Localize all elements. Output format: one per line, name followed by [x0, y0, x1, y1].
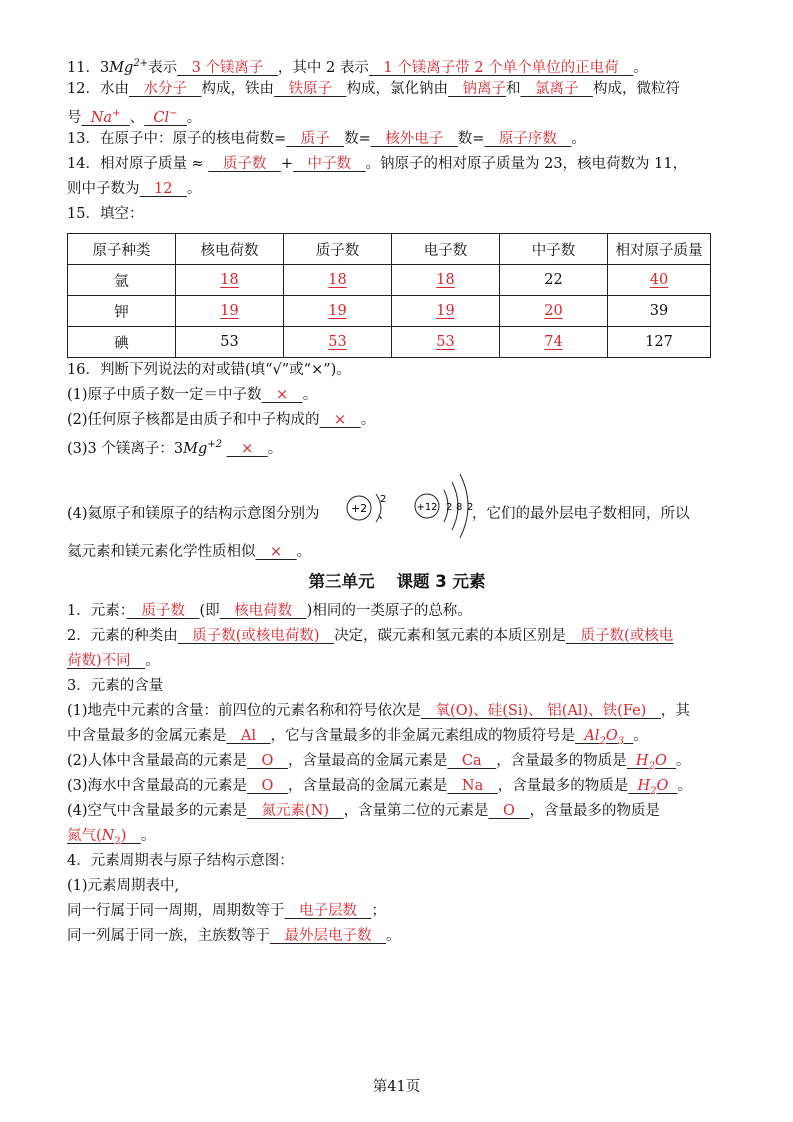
table-cell-answer: 19	[176, 296, 284, 327]
q13-answer-3: 原子序数	[484, 131, 572, 147]
p2-text: 决定，碳元素和氢元素的本质区别是	[334, 628, 567, 644]
table-cell-answer: 18	[284, 265, 392, 296]
q11-text: 。	[633, 59, 648, 76]
formula-sub: 3	[617, 735, 625, 747]
p3-text: ，其	[660, 703, 690, 719]
formula-part: N	[101, 828, 115, 844]
q14-text: +	[280, 156, 293, 172]
table-header-cell: 中子数	[500, 234, 608, 265]
p3-text: (2)人体中含量最高的元素是	[67, 753, 248, 769]
q13-text: 数=	[457, 131, 485, 147]
q11-formula: Mg	[109, 59, 134, 76]
q12-answer-2: 铁原子	[273, 81, 347, 97]
body-answer-1: O	[247, 753, 288, 769]
table-cell: 氩	[68, 265, 176, 296]
q14-answer-2: 中子数	[292, 156, 366, 172]
q16-text: 。	[302, 387, 318, 403]
formula-part: Al	[584, 728, 600, 744]
q13-text: 。	[571, 131, 586, 147]
q16-formula: Mg	[183, 440, 208, 457]
p1-answer-1: 质子数	[126, 603, 200, 619]
q12-text: 号	[67, 109, 82, 126]
question-12	[67, 79, 727, 104]
p3-text: (1)地壳中元素的含量：前四位的元素名称和符号依次是	[67, 703, 422, 719]
q16-text: 、	[377, 506, 393, 522]
p3-text: ，含量最高的金属元素是	[287, 778, 448, 794]
crust-answer-3	[575, 728, 633, 747]
p2-answer-2: 质子数(或核电	[566, 628, 674, 644]
p3-text: 。	[633, 728, 648, 744]
p3-text: ，含量最高的金属元素是	[287, 753, 448, 769]
table-cell-answer: 19	[284, 296, 392, 327]
formula-part: O	[654, 753, 667, 769]
table-cell-answer: 18	[176, 265, 284, 296]
ion-symbol: Na	[90, 109, 113, 126]
p3-text: ，含量最多的物质是	[529, 803, 660, 819]
q16-text: 。	[360, 412, 376, 428]
p3-text: 。	[140, 828, 156, 844]
p3-text: (4)空气中含量最多的元素是	[67, 803, 248, 819]
q16-text: (2)任何原子核都是由质子和中子构成的	[67, 412, 320, 428]
q16-answer-1: ×	[261, 387, 303, 403]
atom-table	[67, 233, 711, 358]
periodic-group	[67, 926, 727, 951]
periodic-table-intro	[67, 876, 727, 901]
q16-statement-2	[67, 410, 727, 435]
air-answer-3	[67, 828, 141, 847]
formula-part: )	[120, 828, 141, 844]
body-answer-3	[627, 753, 676, 772]
p4-text: 。	[386, 928, 401, 944]
electron-count: 2	[467, 502, 474, 513]
electron-count: 2	[380, 494, 387, 505]
air-elements	[67, 801, 727, 826]
q11-answer-1: 3 个镁离子	[177, 59, 278, 76]
formula-part: H	[637, 778, 651, 794]
q16-answer-4: ×	[255, 544, 297, 560]
magnesium-atom-diagram	[410, 460, 490, 538]
q12-answer-ion-2	[144, 110, 187, 126]
q16-text: ，它们的最外层电子数相同，所以	[472, 506, 690, 522]
section-heading	[67, 567, 727, 601]
p3-text: 中含量最多的金属元素是	[67, 728, 227, 744]
question-11	[67, 54, 727, 79]
q12-answer-3: 钠离子	[447, 81, 506, 97]
table-row	[68, 265, 711, 296]
q16-statement-4-line-2	[67, 542, 727, 567]
ion-charge: +	[112, 108, 121, 119]
table-cell-answer: 19	[392, 296, 500, 327]
q12-text: 构成，微粒符	[592, 81, 680, 97]
period-answer: 电子层数	[284, 903, 372, 919]
unit-title: 第三单元	[308, 572, 375, 591]
group-answer: 最外层电子数	[270, 928, 386, 944]
q14-answer-3: 12	[139, 181, 187, 197]
table-cell: 22	[500, 265, 608, 296]
p3-text: 。	[677, 778, 693, 794]
q12-text: 和	[505, 81, 521, 97]
p3-text: 。	[676, 753, 691, 769]
q14-answer-1: 质子数	[208, 156, 281, 172]
crust-answer-2: Al	[226, 728, 271, 744]
q16-statement-1	[67, 385, 727, 410]
question-13	[67, 129, 727, 154]
q15-title: 15．填空：	[67, 206, 144, 222]
p3-text: ，含量最多的物质是	[497, 778, 629, 794]
question-16	[67, 360, 727, 385]
table-header-cell: 质子数	[284, 234, 392, 265]
question-15	[67, 204, 727, 229]
q11-text: ，其中 2 表示	[277, 59, 369, 76]
periodic-table-title	[67, 851, 727, 876]
p1-text: 1．元素：	[67, 603, 127, 619]
sea-answer-2: Na	[447, 778, 498, 794]
lesson-title: 课题 3 元素	[396, 572, 486, 591]
p1-answer-2: 核电荷数	[219, 603, 307, 619]
element-kind-line-2	[67, 651, 727, 676]
q13-answer-2: 核外电子	[370, 131, 458, 147]
q16-text: 。	[296, 544, 312, 560]
table-cell-answer: 53	[392, 327, 500, 358]
formula-part: H	[635, 753, 649, 769]
element-content-title	[67, 676, 727, 701]
question-14	[67, 154, 727, 179]
q14-text: 14．相对原子质量 ≈	[67, 156, 209, 172]
q12-answer-ion-1	[82, 110, 130, 126]
p3-text: (3)海水中含量最高的元素是	[67, 778, 248, 794]
sea-answer-3	[628, 778, 677, 797]
air-answer-1: 氮元素(N)	[247, 803, 344, 819]
air-answer-2: O	[488, 803, 530, 819]
p4-title: 4．元素周期表与原子结构示意图：	[67, 853, 294, 869]
page-number: 第41页	[372, 1079, 421, 1095]
q16-statement-3	[67, 435, 727, 460]
p3-text: ，含量最多的物质是	[496, 753, 627, 769]
p4-text: 同一行属于同一周期，周期数等于	[67, 903, 285, 919]
q13-answer-1: 质子	[286, 131, 345, 147]
q11-text: 表示	[148, 59, 178, 76]
q16-text: (4)氦原子和镁原子的结构示意图分别为	[67, 506, 320, 522]
p2-answer-2-cont: 荷数)不同	[67, 653, 146, 669]
formula-part: O	[605, 728, 618, 744]
p3-title: 3．元素的含量	[67, 678, 164, 694]
p4-text: 同一列属于同一族，主族数等于	[67, 928, 270, 944]
ion-charge: −	[169, 108, 178, 119]
q16-title: 16．判断下列说法的对或错(填“√”或“×”)。	[67, 362, 351, 378]
question-14-line-2	[67, 179, 727, 204]
formula-sub: 2	[114, 835, 121, 847]
formula-sub: 2	[650, 785, 657, 797]
table-cell-answer: 74	[500, 327, 608, 358]
worksheet-page	[67, 54, 727, 951]
periodic-period	[67, 901, 727, 926]
formula-part: 氮气(	[67, 828, 102, 844]
table-cell-answer: 53	[284, 327, 392, 358]
q16-answer-3: ×	[226, 440, 268, 457]
q12-text: 构成，氯化钠由	[346, 81, 448, 97]
table-cell-answer: 20	[500, 296, 608, 327]
p4-text: (1)元素周期表中,	[67, 878, 180, 894]
body-answer-2: Ca	[447, 753, 497, 769]
q12-text: 、	[129, 109, 145, 126]
q11-charge: 2+	[133, 58, 149, 69]
q13-text: 13．在原子中：原子的核电荷数=	[67, 131, 287, 147]
table-cell: 钾	[68, 296, 176, 327]
helium-atom-diagram	[344, 486, 394, 532]
table-cell: 127	[608, 327, 711, 358]
p3-text: ，含量第二位的元素是	[343, 803, 489, 819]
table-cell: 53	[176, 327, 284, 358]
p1-text: )相同的一类原子的总称。	[306, 603, 472, 619]
q11-answer-2: 1 个镁离子带 2 个单个单位的正电荷	[368, 59, 634, 76]
q12-answer-4: 氯离子	[520, 81, 593, 97]
p2-text: 2．元素的种类由	[67, 628, 178, 644]
q11-number: 11．3	[67, 59, 110, 76]
q16-text: (3)3 个镁离子：3	[67, 440, 184, 457]
table-row	[68, 296, 711, 327]
p2-text: 。	[145, 653, 160, 669]
table-cell-answer: 18	[392, 265, 500, 296]
element-kind	[67, 626, 727, 651]
electron-count: 2	[446, 502, 453, 513]
ion-symbol: Cl	[153, 109, 170, 126]
q16-statement-4	[67, 460, 727, 542]
table-header-cell: 核电荷数	[176, 234, 284, 265]
table-header-cell: 原子种类	[68, 234, 176, 265]
sea-elements	[67, 776, 727, 801]
q16-text: 。	[267, 440, 283, 457]
q16-answer-2: ×	[319, 412, 361, 428]
q14-text: 。	[186, 181, 202, 197]
p3-text: ，它与含量最多的非金属元素组成的物质符号是	[270, 728, 576, 744]
p4-text: ；	[371, 903, 386, 919]
sea-answer-1: O	[247, 778, 288, 794]
body-elements	[67, 751, 727, 776]
formula-sub: 2	[648, 760, 655, 772]
formula-sub: 2	[599, 735, 606, 747]
table-header-cell: 相对原子质量	[608, 234, 711, 265]
nucleus-charge: +2	[350, 502, 368, 515]
q14-text: 。钠原子的相对原子质量为 23，核电荷数为 11，	[365, 156, 688, 172]
q16-charge: +2	[207, 439, 222, 450]
q12-text: 构成，铁由	[201, 81, 274, 97]
table-row	[68, 327, 711, 358]
p2-answer-1: 质子数(或核电荷数)	[177, 628, 335, 644]
atom-table-header	[68, 234, 711, 265]
q16-text: 氦元素和镁元素化学性质相似	[67, 544, 256, 560]
question-12-line-2	[67, 104, 727, 129]
q12-text: 。	[186, 109, 202, 126]
q16-text: (1)原子中质子数一定＝中子数	[67, 387, 262, 403]
crust-elements-line-2	[67, 726, 727, 751]
q12-answer-1: 水分子	[128, 81, 202, 97]
q14-text: 则中子数为	[67, 181, 140, 197]
crust-elements	[67, 701, 727, 726]
air-elements-line-2	[67, 826, 727, 851]
q12-text: 12．水由	[67, 81, 129, 97]
q13-text: 数=	[344, 131, 371, 147]
nucleus-charge: +12	[416, 502, 438, 513]
element-definition	[67, 601, 727, 626]
electron-count: 8	[456, 502, 463, 513]
table-header-cell: 电子数	[392, 234, 500, 265]
table-cell: 碘	[68, 327, 176, 358]
formula-part: O	[656, 778, 669, 794]
p1-text: (即	[199, 603, 220, 619]
table-cell: 39	[608, 296, 711, 327]
table-cell-answer: 40	[608, 265, 711, 296]
crust-answer-1: 氧(O)、硅(Si)、 铝(Al)、铁(Fe)	[421, 703, 661, 719]
